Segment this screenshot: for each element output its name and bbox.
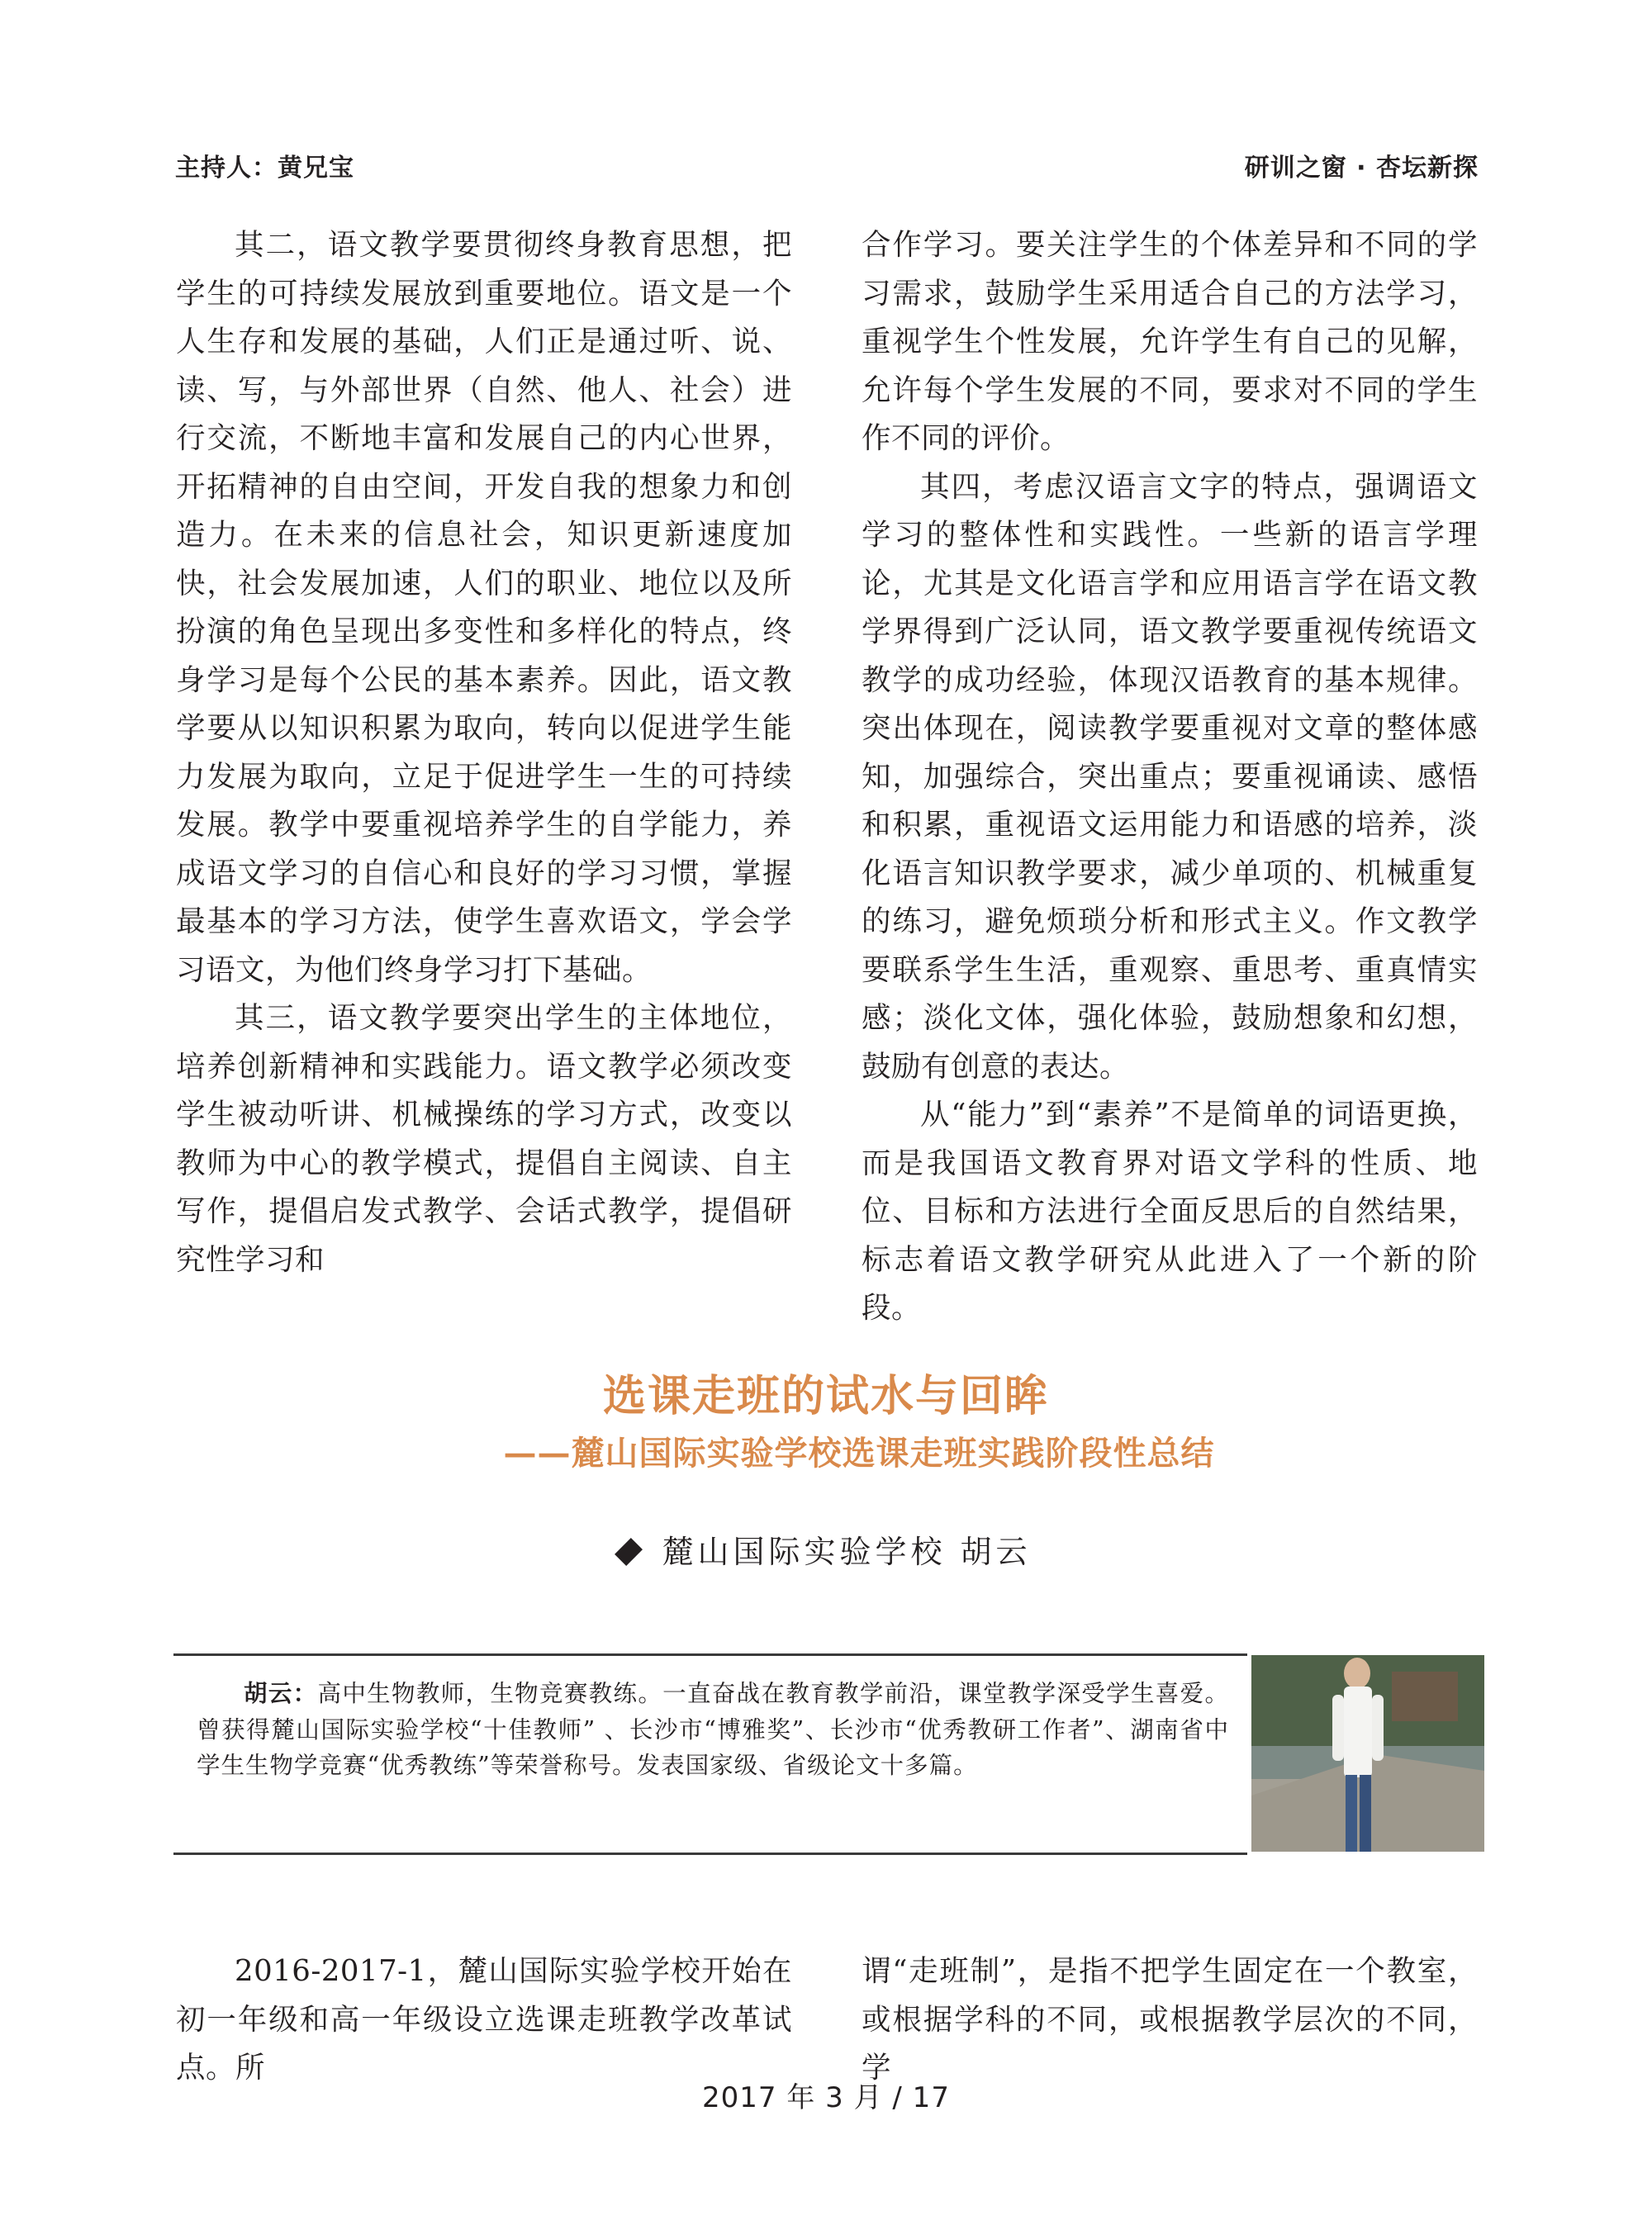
page-footer: 2017 年 3 月 / 17 <box>702 2081 950 2114</box>
article-subtitle: ——麓山国际实验学校选课走班实践阶段性总结 <box>503 1434 1215 1473</box>
article1-left-column <box>176 221 792 1284</box>
byline <box>0 1526 1652 1572</box>
article2-left-column <box>176 1947 792 2093</box>
paragraph: 其三，语文教学要突出学生的主体地位，培养创新精神和实践能力。语文教学必须改变学生被动听讲、机械操练的学习方式，改变以教师为中心的教学模式，提倡自主阅读、自主写作，提倡启发式教学、会话式教学，提倡研究性学习和 <box>176 1001 792 1277</box>
paragraph-continued: 合作学习。要关注学生的个体差异和不同的学习需求，鼓励学生采用适合自己的方法学习，重视学生个性发展，允许学生有自己的见解，允许每个学生发展的不同，要求对不同的学生作不同的评价。 <box>862 228 1478 455</box>
diamond-bullet-icon <box>615 1538 643 1566</box>
article1-right-column <box>862 221 1478 1333</box>
author-bio-box <box>173 1653 1247 1855</box>
author-bio <box>197 1676 1229 1784</box>
paragraph: 其四，考虑汉语言文字的特点，强调语文学习的整体性和实践性。一些新的语言学理论，尤其是文化语言学和应用语言学在语文教学界得到广泛认同，语文教学要重视传统语文教学的成功经验，体现汉语教育的基本规律。突出体现在，阅读教学要重视对文章的整体感知，加强综合，突出重点；要重视诵读、感悟和积累，重视语文运用能力和语感的培养，淡化语言知识教学要求，减少单项的、机械重复的练习，避免烦琐分析和形式主义。作文教学要联系学生生活，重观察、重思考、重真情实感；淡化文体，强化体验，鼓励想象和幻想，鼓励有创意的表达。 <box>862 469 1478 1084</box>
author-photo <box>1251 1655 1484 1852</box>
author-bio-text: 高中生物教师，生物竞赛教练。一直奋战在教育教学前沿，课堂教学深受学生喜爱。曾获得麓山国际实验学校“十佳教师” 、长沙市“博雅奖”、长沙市“优秀教研工作者”、湖南省中学生生物学竞赛“优秀教练”等荣誉称号。发表国家级、省级论文十多篇。 <box>197 1680 1229 1779</box>
paragraph-continued: 谓“走班制”，是指不把学生固定在一个教室，或根据学科的不同，或根据教学层次的不同，学 <box>862 1954 1478 2085</box>
paragraph: 从“能力”到“素养”不是简单的词语更换，而是我国语文教育界对语文学科的性质、地位、目标和方法进行全面反思后的自然结果，标志着语文教学研究从此进入了一个新的阶段。 <box>862 1098 1478 1325</box>
author-photo-illustration <box>1251 1655 1484 1852</box>
running-header-host: 主持人：黄兄宝 <box>175 154 354 183</box>
paragraph: 2016-2017-1，麓山国际实验学校开始在初一年级和高一年级设立选课走班教学改革试点。所 <box>176 1954 792 2085</box>
article-title: 选课走班的试水与回眸 <box>602 1371 1049 1421</box>
running-header-section: 研训之窗 · 杏坛新探 <box>1244 154 1479 183</box>
article2-right-column <box>862 1947 1478 2093</box>
paragraph: 其二，语文教学要贯彻终身教育思想，把学生的可持续发展放到重要地位。语文是一个人生存和发展的基础，人们正是通过听、说、读、写，与外部世界（自然、他人、社会）进行交流，不断地丰富和发展自己的内心世界，开拓精神的自由空间，开发自我的想象力和创造力。在未来的信息社会，知识更新速度加快，社会发展加速，人们的职业、地位以及所扮演的角色呈现出多变性和多样化的特点，终身学习是每个公民的基本素养。因此，语文教学要从以知识积累为取向，转向以促进学生能力发展为取向，立足于促进学生一生的可持续发展。教学中要重视培养学生的自学能力，养成语文学习的自信心和良好的学习习惯，掌握最基本的学习方法，使学生喜欢语文，学会学习语文，为他们终身学习打下基础。 <box>176 228 792 987</box>
byline-text: 麓山国际实验学校 胡云 <box>662 1534 1032 1570</box>
author-name: 胡云： <box>244 1680 318 1707</box>
